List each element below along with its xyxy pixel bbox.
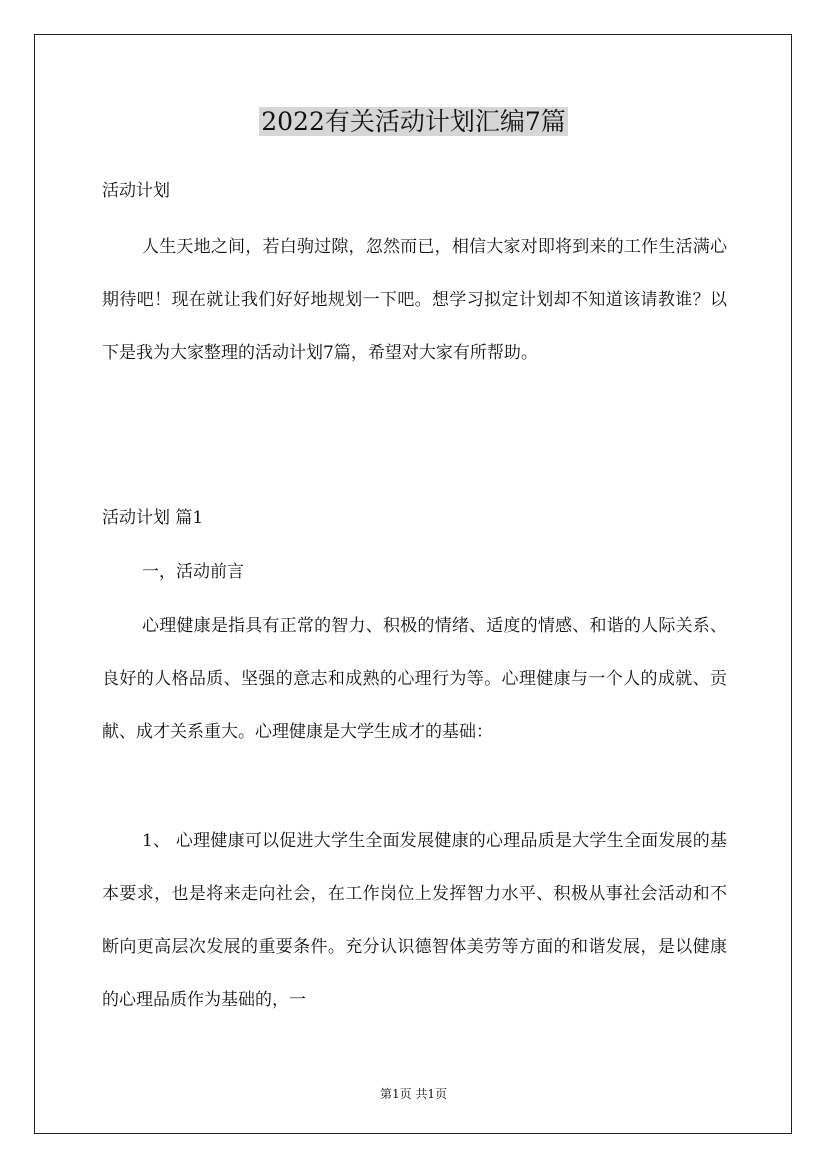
body-paragraph: 心理健康是指具有正常的智力、积极的情绪、适度的情感、和谐的人际关系、良好的人格品质、坚强的意志和成熟的心理行为等。心理健康与一个人的成就、贡献、成才关系重大。心理健康是大学生成才的基础： [102,616,727,742]
intro-paragraph: 人生天地之间，若白驹过隙，忽然而已，相信大家对即将到来的工作生活满心期待吧！现在就让我们好好地规划一下吧。想学习拟定计划却不知道该请教谁？以下是我为大家整理的活动计划7篇，希望对大家有所帮助。 [102,237,727,363]
body-paragraph: 1、 心理健康可以促进大学生全面发展健康的心理品质是大学生全面发展的基本要求，也是将来走向社会，在工作岗位上发挥智力水平、积极从事社会活动和不断向更高层次发展的重要条件。充分认识德智体美劳等方面的和谐发展，是以健康的心理品质作为基础的，一 [102,831,727,1010]
subheading-preface: 一，活动前言 [142,562,244,582]
page-footer: 第1页 共1页 [379,1087,448,1101]
section-heading: 活动计划 [102,181,170,201]
section-heading-part1: 活动计划 篇1 [102,508,204,528]
document-title: 2022有关活动计划汇编7篇 [261,107,566,136]
